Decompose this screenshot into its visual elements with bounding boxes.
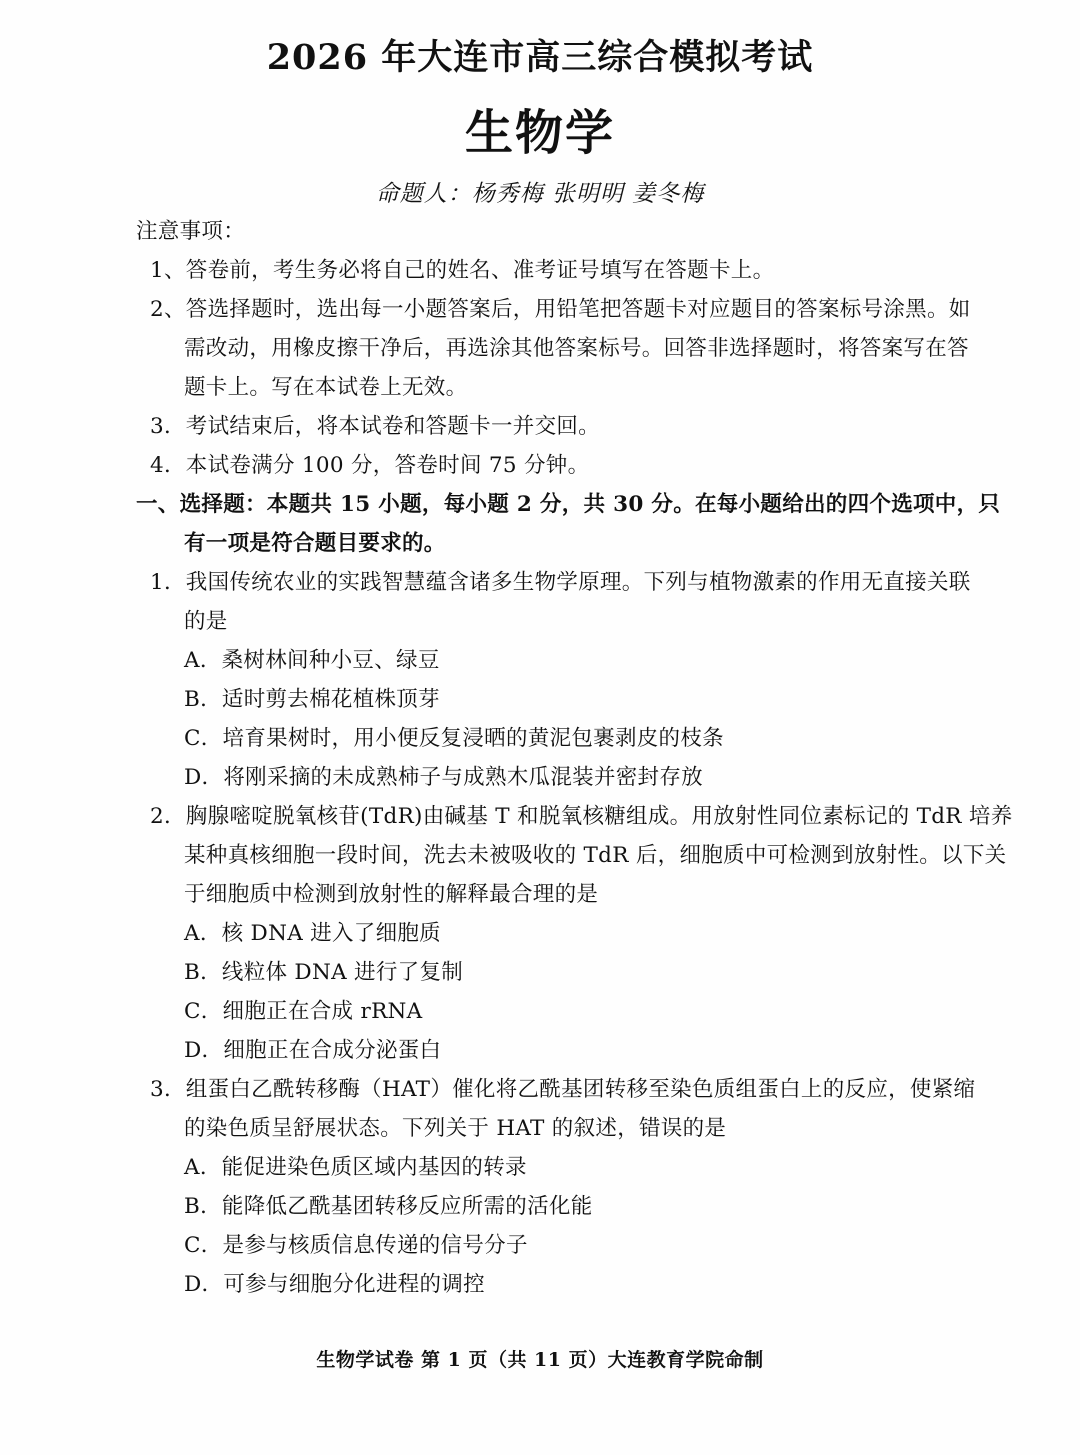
question-2-stem-continued: 于细胞质中检测到放射性的解释最合理的是 [184, 882, 599, 907]
section-heading: 一、选择题：本题共 15 小题，每小题 2 分，共 30 分。在每小题给出的四个选项中，只 [136, 492, 1001, 517]
question-3-stem-continued: 的染色质呈舒展状态。下列关于 HAT 的叙述，错误的是 [184, 1116, 727, 1141]
question-1-option-a: A．桑树林间种小豆、绿豆 [184, 648, 440, 673]
notes-heading: 注意事项： [136, 219, 246, 244]
note-item: 4．本试卷满分 100 分，答卷时间 75 分钟。 [150, 453, 590, 478]
note-item-continued: 需改动，用橡皮擦干净后，再选涂其他答案标号。回答非选择题时，将答案写在答 [184, 336, 969, 361]
question-1-option-d: D．将刚采摘的未成熟柿子与成熟木瓜混装并密封存放 [184, 765, 703, 790]
question-2-option-d: D．细胞正在合成分泌蛋白 [184, 1038, 442, 1063]
note-item: 2、答选择题时，选出每一小题答案后，用铅笔把答题卡对应题目的答案标号涂黑。如 [150, 297, 971, 322]
exam-title: 2026 年大连市高三综合模拟考试 [266, 37, 814, 78]
question-1-option-c: C．培育果树时，用小便反复浸晒的黄泥包裹剥皮的枝条 [184, 726, 724, 751]
note-item: 1、答卷前，考生务必将自己的姓名、准考证号填写在答题卡上。 [150, 258, 775, 283]
question-3-option-d: D．可参与细胞分化进程的调控 [184, 1272, 485, 1297]
section-heading-continued: 有一项是符合题目要求的。 [184, 531, 446, 556]
question-3-stem: 3．组蛋白乙酰转移酶（HAT）催化将乙酰基团转移至染色质组蛋白上的反应，使紧缩 [150, 1077, 976, 1102]
question-3-option-b: B．能降低乙酰基团转移反应所需的活化能 [184, 1194, 593, 1219]
question-2-option-c: C．细胞正在合成 rRNA [184, 999, 423, 1024]
question-2-option-b: B．线粒体 DNA 进行了复制 [184, 960, 464, 985]
question-1-option-b: B．适时剪去棉花植株顶芽 [184, 687, 440, 712]
question-2-stem-continued: 某种真核细胞一段时间，洗去未被吸收的 TdR 后，细胞质中可检测到放射性。以下关 [184, 843, 1007, 868]
subject-title: 生物学 [464, 105, 615, 161]
question-2-stem: 2．胸腺嘧啶脱氧核苷(TdR)由碱基 T 和脱氧核糖组成。用放射性同位素标记的 TdR 培养 [150, 804, 1013, 829]
question-3-option-a: A．能促进染色质区域内基因的转录 [184, 1155, 527, 1180]
question-2-option-a: A．核 DNA 进入了细胞质 [184, 921, 441, 946]
question-3-option-c: C．是参与核质信息传递的信号分子 [184, 1233, 528, 1258]
question-1-stem: 1．我国传统农业的实践智慧蕴含诸多生物学原理。下列与植物激素的作用无直接关联 [150, 570, 971, 595]
page-footer: 生物学试卷 第 1 页（共 11 页）大连教育学院命制 [316, 1349, 764, 1371]
note-item: 3．考试结束后，将本试卷和答题卡一并交回。 [150, 414, 600, 439]
question-1-stem-continued: 的是 [184, 609, 228, 634]
exam-authors: 命题人：杨秀梅 张明明 姜冬梅 [375, 181, 705, 207]
note-item-continued: 题卡上。写在本试卷上无效。 [184, 375, 468, 400]
